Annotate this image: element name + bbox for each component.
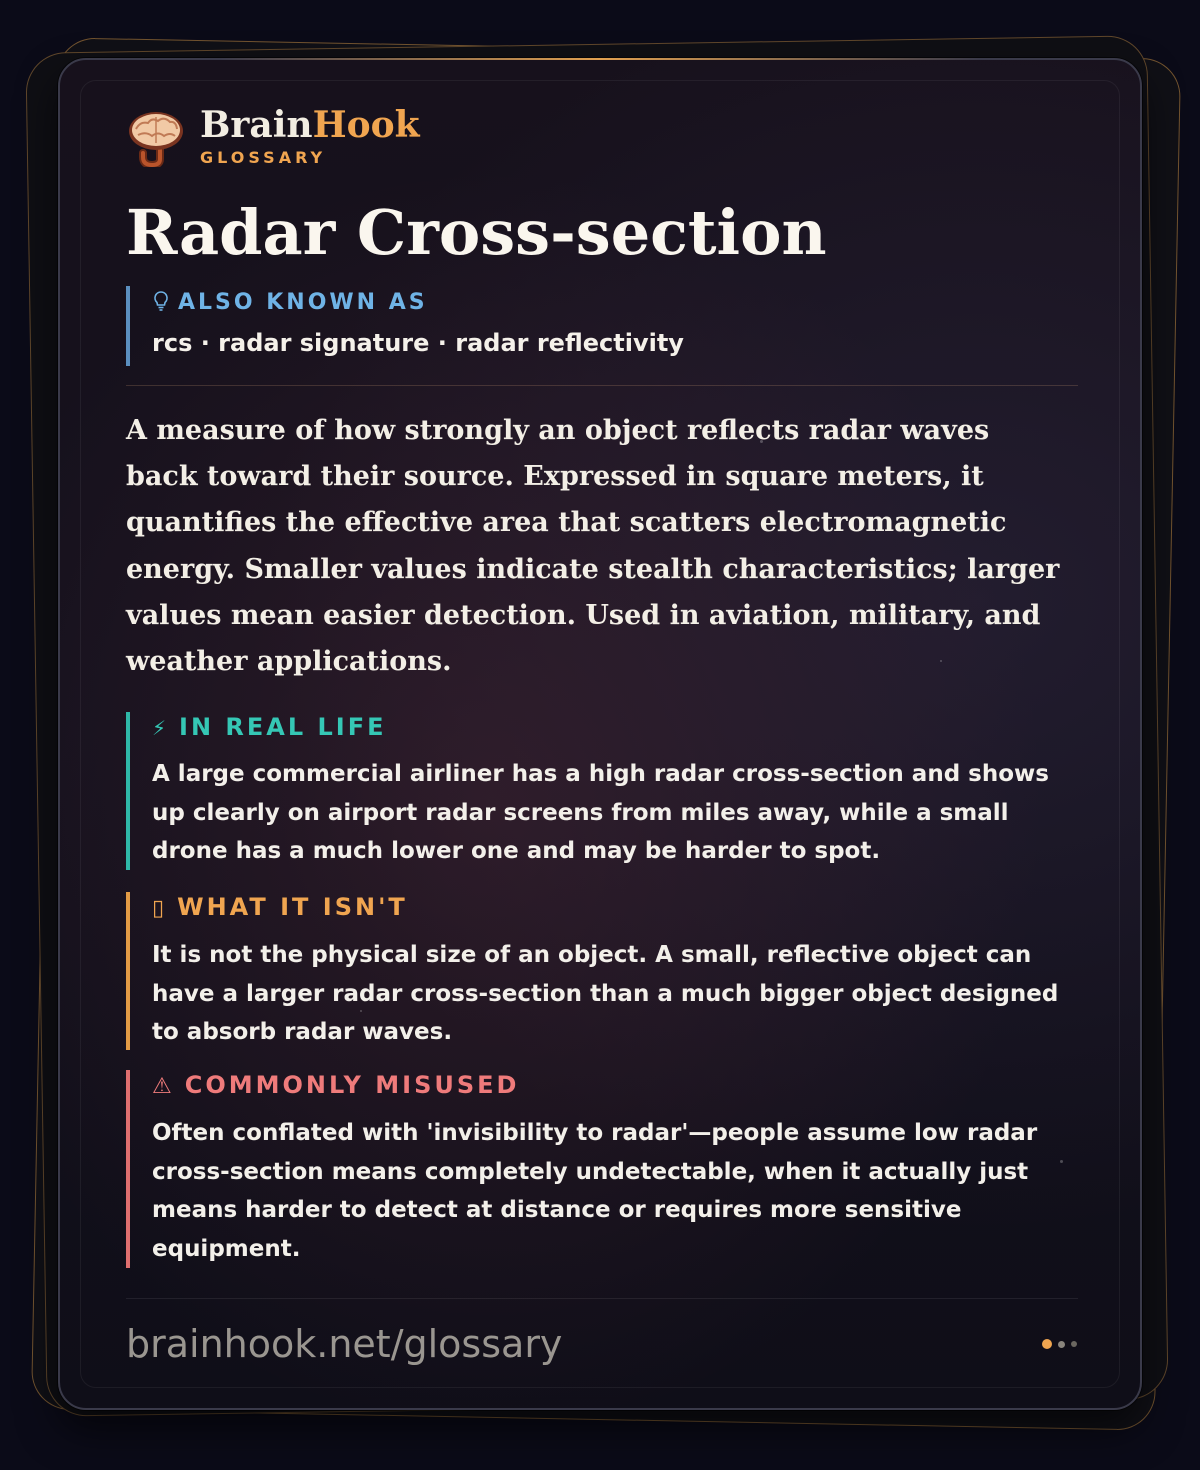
brain-hook-icon xyxy=(126,107,186,167)
glossary-card xyxy=(58,58,1142,1410)
brand-name xyxy=(200,106,420,144)
in-real-life-label: IN REAL LIFE xyxy=(179,713,387,741)
footer-url: brainhook.net/glossary xyxy=(126,1322,563,1366)
page-dot xyxy=(1058,1341,1065,1348)
lightning-icon: ⚡ xyxy=(152,716,170,740)
brand-subtitle: GLOSSARY xyxy=(200,148,327,167)
in-real-life-label-row xyxy=(152,712,1086,743)
what-it-isnt-text: It is not the physical size of an object. A small, reflective object can have a larger radar cross-section than a much bigger object designed to absorb radar waves. xyxy=(152,942,1059,1045)
also-known-as-values: rcs · radar signature · radar reflectivity xyxy=(152,329,684,357)
lightbulb-icon xyxy=(152,290,170,312)
page-indicator-dots xyxy=(1042,1339,1083,1349)
brand-header xyxy=(126,106,420,167)
warning-icon: ⚠ xyxy=(152,1074,175,1099)
header-divider xyxy=(126,385,1078,386)
commonly-misused-section xyxy=(126,1070,1086,1268)
missing-glyph-icon: ▯ xyxy=(152,896,168,921)
footer-divider xyxy=(126,1298,1078,1299)
term-title: Radar Cross-section xyxy=(126,196,827,269)
in-real-life-text: A large commercial airliner has a high radar cross-section and shows up clearly on airport radar screens from miles away, while a small drone has a much lower one and may be harder to spot. xyxy=(152,761,1049,864)
brand-name-part1: Brain xyxy=(200,104,313,146)
what-it-isnt-label-row xyxy=(152,892,1086,924)
also-known-as-label: ALSO KNOWN AS xyxy=(178,290,428,315)
page-dot-active xyxy=(1042,1339,1052,1349)
also-known-as-section xyxy=(126,286,1078,366)
definition-text: A measure of how strongly an object reflects radar waves back toward their source. Expressed in square meters, it quantifies the effective area that scatters electromagnetic energy. Smaller values indicate stealth characteristics; larger values mean easier detection. Used in aviation, military, and weather applications. xyxy=(126,415,1060,678)
brand-name-part2: Hook xyxy=(312,104,420,146)
what-it-isnt-label: WHAT IT ISN'T xyxy=(177,893,408,921)
what-it-isnt-section xyxy=(126,892,1086,1050)
commonly-misused-label: COMMONLY MISUSED xyxy=(184,1071,520,1099)
in-real-life-section xyxy=(126,712,1086,870)
page-dot xyxy=(1071,1341,1077,1347)
also-known-as-label-row xyxy=(152,290,1078,315)
commonly-misused-text: Often conflated with 'invisibility to radar'—people assume low radar cross-section means completely undetectable, when it actually just means harder to detect at distance or requires more sensitive equipment. xyxy=(152,1120,1038,1262)
commonly-misused-label-row xyxy=(152,1070,1086,1102)
